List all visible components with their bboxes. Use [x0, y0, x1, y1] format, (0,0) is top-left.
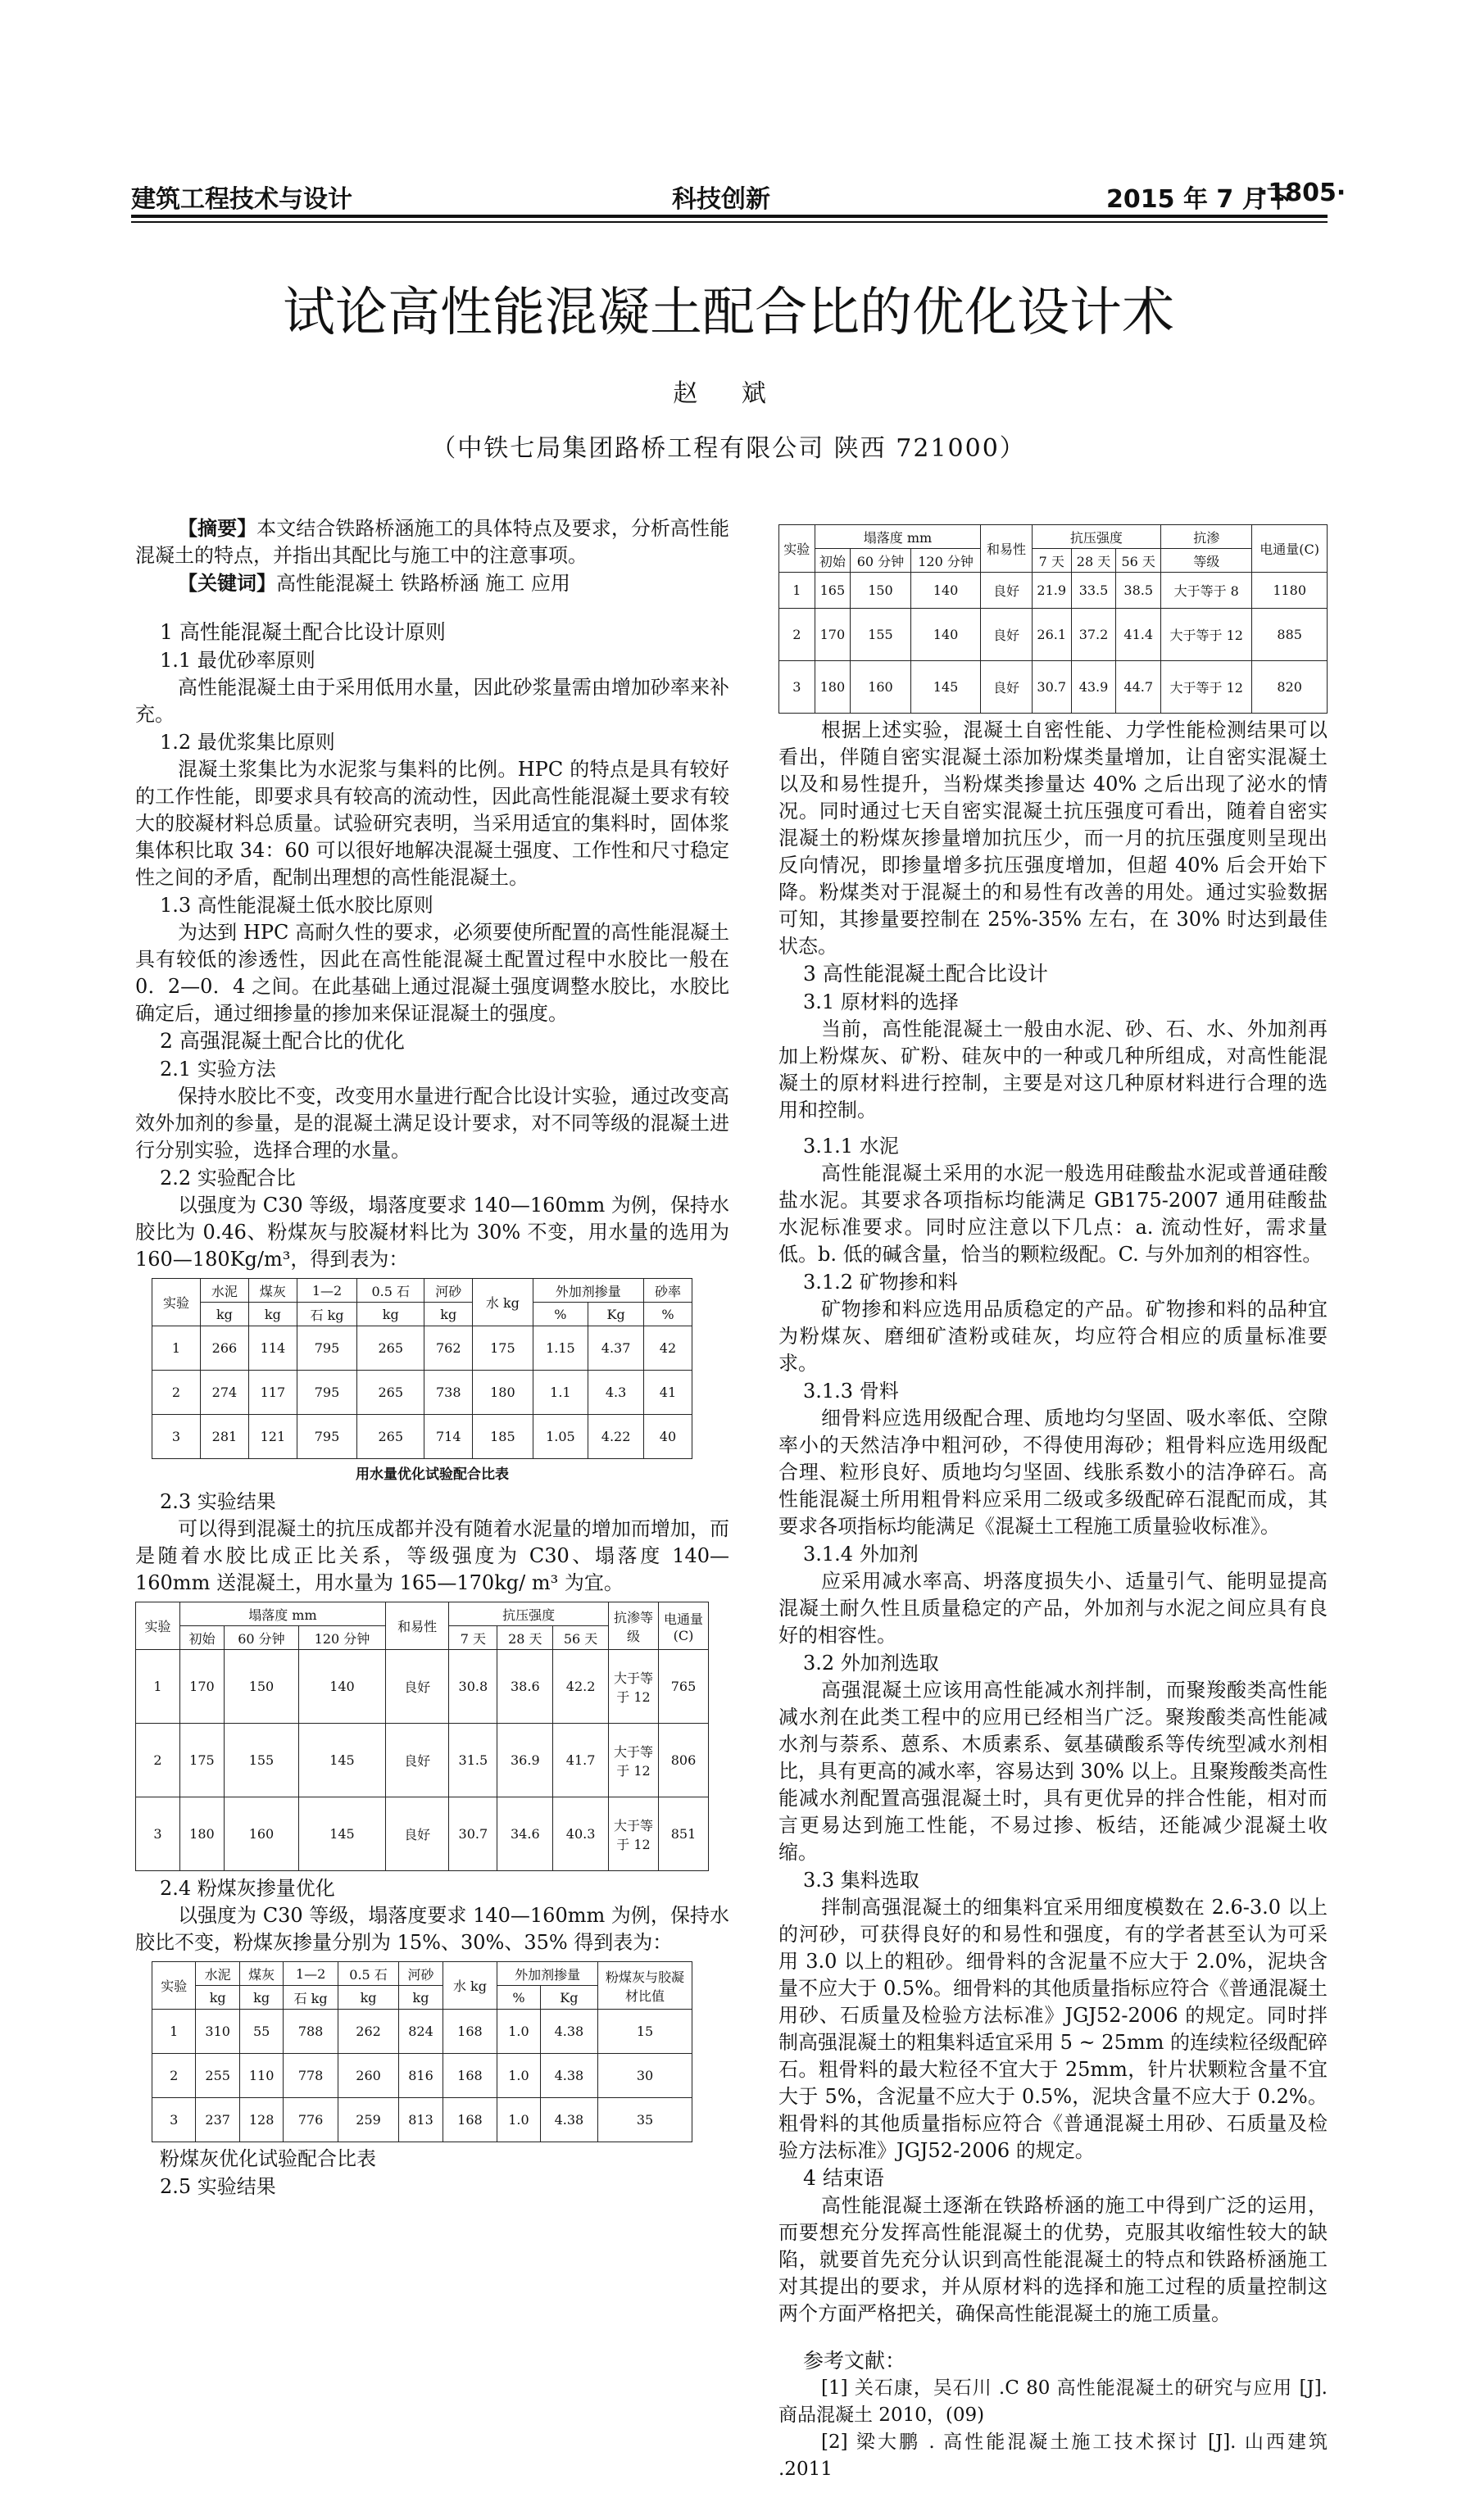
paragraph: 根据上述实验，混凝土自密性能、力学性能检测结果可以看出，伴随自密实混凝土添加粉煤类量增加，让自密实混凝土以及和易性提升，当粉煤类掺量达 40% 之后出现了泌水的情况。同时通过七天自密实混凝土抗压强度可看出，随着自密实混凝土的粉煤灰掺量增加抗压少，而一月的抗压强度则呈现出反向情况，即掺量增多抗压强度增加，但超 40% 后会开始下降。粉煤类对于混凝土的和易性有改善的用处。通过实验数据可知，其掺量要控制在 25%-35% 左右，在 30% 时达到最佳状态。: [778, 718, 1328, 958]
references-heading: 参考文献：: [803, 2349, 906, 2373]
section-1-1-heading: 1.1 最优砂率原则: [160, 649, 315, 672]
paragraph: 保持水胶比不变，改变用水量进行配合比设计实验，通过改变高效外加剂的参量，是的混凝土满足设计要求，对不同等级的混凝土进行分别实验，选择合理的水量。: [135, 1085, 729, 1162]
section-2-5-heading: 2.5 实验结果: [160, 2175, 276, 2198]
paragraph: 当前，高性能混凝土一般由水泥、砂、石、水、外加剂再加上粉煤灰、矿粉、硅灰中的一种或几种所组成，对高性能混凝土的原材料进行控制，主要是对这几种原材料进行合理的选用和控制。: [778, 1018, 1328, 1122]
table-caption: 粉煤灰优化试验配合比表: [160, 2147, 376, 2170]
table-row: 3 180 160 145 良好 30.7 34.6 40.3 大于等于 12 851: [136, 1797, 709, 1871]
paragraph: 可以得到混凝土的抗压成都并没有随着水泥量的增加而增加，而是随着水胶比成正比关系，等级强度为 C30、塌落度 140—160mm 送混凝土，用水量为 165—170kg/ m³ 为宜。: [135, 1517, 729, 1594]
table-row: 3 237 128 776 259 813 168 1.0 4.38 35: [152, 2098, 692, 2142]
paragraph: 高性能混凝土采用的水泥一般选用硅酸盐水泥或普通硅酸盐水泥。其要求各项指标均能满足 GB175-2007 通用硅酸盐水泥标准要求。同时应注意以下几点：a. 流动性好，需求量低。b. 低的碱含量，恰当的颗粒级配。C. 与外加剂的相容性。: [778, 1162, 1328, 1266]
table-row: 2 274 117 795 265 738 180 1.1 4.3 41: [152, 1371, 692, 1415]
section-2-1-heading: 2.1 实验方法: [160, 1058, 276, 1081]
paragraph: 高性能混凝土由于采用低用水量，因此砂浆量需由增加砂率来补充。: [135, 676, 729, 726]
page-number: ·1805·: [1259, 179, 1346, 207]
paragraph: 以强度为 C30 等级，塌落度要求 140—160mm 为例，保持水胶比为 0.46、粉煤灰与胶凝材料比为 30% 不变，用水量的选用为 160—180Kg/m³，得到表为：: [135, 1194, 729, 1271]
journal-name: 建筑工程技术与设计: [131, 185, 352, 214]
table-row: 2 175 155 145 良好 31.5 36.9 41.7 大于等于 12 806: [136, 1724, 709, 1797]
section-4-heading: 4 结束语: [803, 2166, 884, 2190]
section-2-2-heading: 2.2 实验配合比: [160, 1167, 296, 1190]
table-row: 2 170 155 140 良好 26.1 37.2 41.4 大于等于 12 885: [779, 609, 1328, 661]
section-3-2-heading: 3.2 外加剂选取: [803, 1652, 939, 1675]
table-row: 3 180 160 145 良好 30.7 43.9 44.7 大于等于 12 820: [779, 661, 1328, 714]
paragraph: 以强度为 C30 等级，塌落度要求 140—160mm 为例，保持水胶比不变，粉煤灰掺量分别为 15%、30%、35% 得到表为：: [135, 1904, 729, 1954]
reference-item: [1] 关石康，吴石川 .C 80 高性能混凝土的研究与应用 [J]. 商品混凝土 2010，(09): [778, 2377, 1328, 2426]
author: 赵 斌: [673, 379, 784, 408]
paragraph: 细骨料应选用级配合理、质地均匀坚固、吸水率低、空隙率小的天然洁净中粗河砂，不得使用海砂；粗骨料应选用级配合理、粒形良好、质地均匀坚固、线胀系数小的洁净碎石。高性能混凝土所用粗骨料应采用二级或多级配碎石混配而成，其要求各项指标均能满足《混凝土工程施工质量验收标准》。: [778, 1407, 1328, 1538]
section-name: 科技创新: [672, 185, 770, 214]
paragraph: 拌制高强混凝土的细集料宜采用细度模数在 2.6-3.0 以上的河砂，可获得良好的和易性和强度，有的学者甚至认为可采用 3.0 以上的粗砂。细骨料的含泥量不应大于 2.0%，泥块含量不应大于 0.5%。细骨料的其他质量指标应符合《普通混凝土用砂、石质量及检验方法标准》JGJ52-2006 的规定。同时拌制高强混凝土的粗集料适宜采用 5 ~ 25mm 的连续粒径级配碎石。粗骨料的最大粒径不宜大于 25mm，针片状颗粒含量不宜大于 5%，含泥量不应大于 0.5%，泥块含量不应大于 0.2%。粗骨料的其他质量指标应符合《普通混凝土用砂、石质量及检验方法标准》JGJ52-2006 的规定。: [778, 1896, 1328, 2162]
left-column: [135, 514, 729, 2200]
paragraph: 混凝土浆集比为水泥浆与集料的比例。HPC 的特点是具有较好的工作性能，即要求具有较高的流动性，因此高性能混凝土要求有较大的胶凝材料总质量。试验研究表明，当采用适宜的集料时，固体浆集体积比取 34：60 可以很好地解决混凝土强度、工作性和尺寸稳定性之间的矛盾，配制出理想的高性能混凝土。: [135, 758, 729, 889]
paper-title: 试论高性能混凝土配合比的优化设计术: [283, 283, 1174, 343]
reference-item: [2] 梁大鹏 . 高性能混凝土施工技术探讨 [J]. 山西建筑 .2011: [778, 2432, 1328, 2480]
table-row: 2 255 110 778 260 816 168 1.0 4.38 30: [152, 2054, 692, 2098]
paragraph: 为达到 HPC 高耐久性的要求，必须要使所配置的高性能混凝土具有较低的渗透性，因此在高性能混凝土配置过程中水胶比一般在 0．2—0．4 之间。在此基础上通过混凝土强度调整水胶比，水胶比确定后，通过细掺量的掺加来保证混凝土的强度。: [135, 921, 729, 1025]
header-rule-thick: [131, 215, 1328, 218]
section-3-3-heading: 3.3 集料选取: [803, 1869, 919, 1892]
table-row: 3 281 121 795 265 714 185 1.05 4.22 40: [152, 1415, 692, 1459]
table-row: 1 170 150 140 良好 30.8 38.6 42.2 大于等于 12 765: [136, 1650, 709, 1724]
section-3-1-heading: 3.1 原材料的选择: [803, 990, 959, 1013]
section-3-1-1-heading: 3.1.1 水泥: [803, 1135, 899, 1158]
table-flyash-mix: 实验 水泥 煤灰 1—2 0.5 石 河砂 水 kg 外加剂掺量 粉煤灰与胶凝材比值 kg kg 石 kg kg kg % Kg 1 310 55 788 262 824 168 1.0 4.38 15 2 255 110 778 260 816 168 1.0 4.38 30 3 237 128 776 259 813 168 1.0 4.38 35: [152, 1961, 692, 2142]
table-water-results: 实验 塌落度 mm 和易性 抗压强度 抗渗等级 电通量(C) 初始 60 分钟 120 分钟 7 天 28 天 56 天 1 170 150 140 良好 30.8 38.6 42.2 大于等于 12 765 2 175 155 145 良好 31.5 36.9 41.7 大于等于 12 806 3 180 160 145 良好 30.7 34.6 40.3 大于等于 12 851: [135, 1602, 709, 1871]
abstract: 【摘要】本文结合铁路桥涵施工的具体特点及要求，分析高性能混凝土的特点，并指出其配比与施工中的注意事项。: [135, 516, 730, 567]
section-3-1-4-heading: 3.1.4 外加剂: [803, 1543, 919, 1566]
section-2-heading: 2 高强混凝土配合比的优化: [160, 1029, 405, 1053]
table-flyash-results: 实验 塌落度 mm 和易性 抗压强度 抗渗 电通量(C) 初始 60 分钟 120 分钟 7 天 28 天 56 天 等级 1 165 150 140 良好 21.9 33.5 38.5 大于等于 8 1180 2 170 155 140 良好 26.1 37.2 41.4 大于等于 12 885 3 180 160 145 良好 30.7 43.9 44.7 大于等于 12 820: [778, 524, 1328, 714]
section-3-1-2-heading: 3.1.2 矿物掺和料: [803, 1271, 958, 1294]
section-2-3-heading: 2.3 实验结果: [160, 1490, 276, 1513]
section-3-heading: 3 高性能混凝土配合比设计: [803, 962, 1048, 986]
section-3-1-3-heading: 3.1.3 骨料: [803, 1380, 899, 1403]
affiliation: （中铁七局集团路桥工程有限公司 陕西 721000）: [431, 434, 1026, 463]
paragraph: 高性能混凝土逐渐在铁路桥涵的施工中得到广泛的运用，而要想充分发挥高性能混凝土的优势，克服其收缩性较大的缺陷，就要首先充分认识到高性能混凝土的特点和铁路桥涵施工对其提出的要求，并从原材料的选择和施工过程的质量控制这两个方面严格把关，确保高性能混凝土的施工质量。: [778, 2194, 1328, 2325]
section-1-2-heading: 1.2 最优浆集比原则: [160, 731, 335, 754]
section-1-heading: 1 高性能混凝土配合比设计原则: [160, 620, 446, 644]
table-row: 1 310 55 788 262 824 168 1.0 4.38 15: [152, 2010, 692, 2054]
keywords: 【关键词】高性能混凝土 铁路桥涵 施工 应用: [178, 571, 570, 595]
header-rule-thin: [131, 221, 1328, 223]
section-1-3-heading: 1.3 高性能混凝土低水胶比原则: [160, 894, 433, 917]
right-column: [778, 524, 1328, 2483]
paragraph: 矿物掺和料应选用品质稳定的产品。矿物掺和料的品种宜为粉煤灰、磨细矿渣粉或硅灰，均应符合相应的质量标准要求。: [778, 1298, 1328, 1375]
paragraph: 应采用减水率高、坍落度损失小、适量引气、能明显提高混凝土耐久性且质量稳定的产品，外加剂与水泥之间应具有良好的相容性。: [778, 1570, 1328, 1647]
table-caption: 用水量优化试验配合比表: [356, 1466, 509, 1483]
issue-date: 2015 年 7 月下: [1106, 185, 1291, 214]
section-2-4-heading: 2.4 粉煤灰掺量优化: [160, 1877, 335, 1900]
table-row: 1 165 150 140 良好 21.9 33.5 38.5 大于等于 8 1180: [779, 573, 1328, 609]
table-water-mix: 实验 水泥 煤灰 1—2 0.5 石 河砂 水 kg 外加剂掺量 砂率 kg kg 石 kg kg kg % Kg % 1 266 114 795 265 762 175 1.15 4.37 42 2 274 117 795 265 738 180 1.1 4.3 41 3 281 121 795 265 714 185 1.05 4.22 40: [152, 1278, 692, 1459]
paragraph: 高强混凝土应该用高性能减水剂拌制，而聚羧酸类高性能减水剂在此类工程中的应用已经相当广泛。聚羧酸类高性能减水剂与萘系、蒽系、木质素系、氨基磺酸系等传统型减水剂相比，具有更高的减水率，容易达到 30% 以上。且聚羧酸类高性能减水剂配置高强混凝土时，具有更优异的拌合性能，相对而言更易达到施工性能，不易过掺、板结，还能减少混凝土收缩。: [778, 1679, 1328, 1864]
table-row: 1 266 114 795 265 762 175 1.15 4.37 42: [152, 1326, 692, 1371]
